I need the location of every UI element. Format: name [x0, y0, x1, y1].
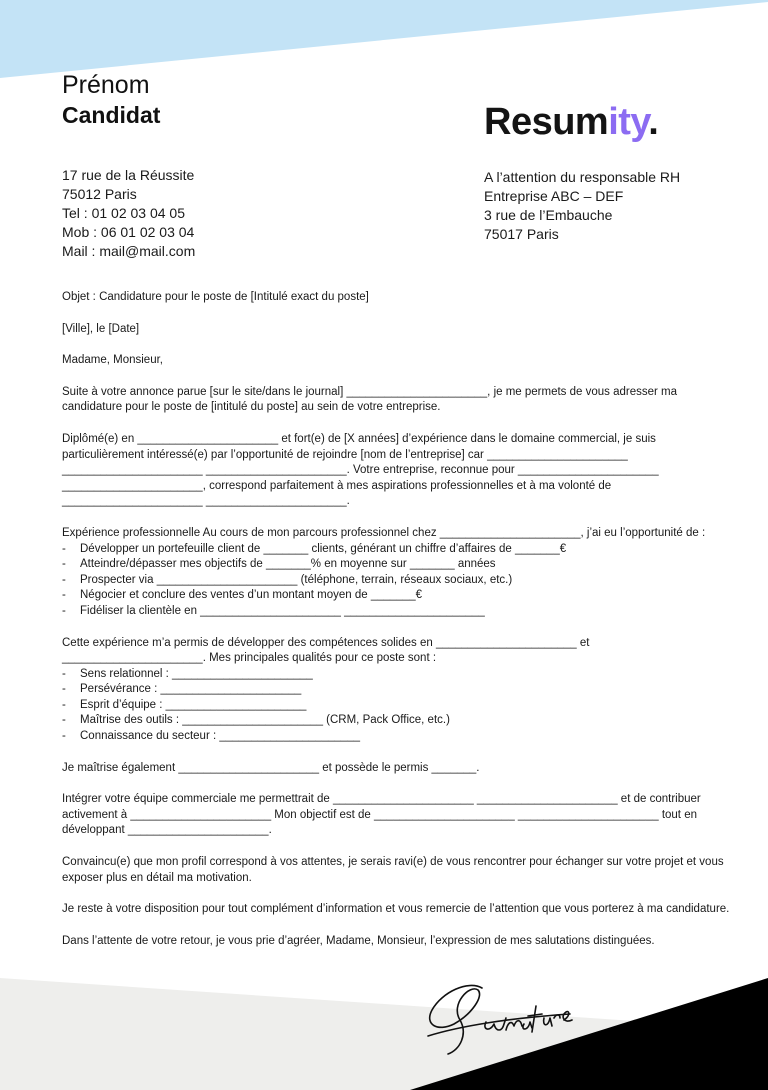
handwritten-signature-icon: [420, 970, 590, 1060]
sender-mobile: Mob : 06 01 02 03 04: [62, 224, 195, 240]
list-item: - Persévérance : ______________________: [62, 682, 732, 698]
letter-place-date: [Ville], le [Date]: [62, 322, 140, 335]
experience-list: [62, 542, 732, 620]
recipient-address-block: [484, 168, 680, 244]
letter-closing: Dans l’attente de votre retour, je vous prie d’agréer, Madame, Monsieur, l’expression de mes salutations distinguées.: [62, 934, 655, 947]
list-item: - Atteindre/dépasser mes objectifs de _______% en moyenne sur _______ années: [62, 557, 732, 573]
skills-intro: Cette expérience m’a permis de développer des compétences solides en ______________________ et ______________________. Mes principales qualités pour ce poste sont :: [62, 636, 593, 665]
logo-accent-text: ity: [608, 101, 649, 143]
letter-paragraph-tools: Je maîtrise également ______________________ et possède le permis _______.: [62, 761, 480, 774]
letter-paragraph-motivation: Diplômé(e) en ______________________ et fort(e) de [X années] d’expérience dans le domaine commercial, je suis particulièrement intéressé(e) par l’opportunité de rejoindre [nom de l’entreprise] car ______________________ ______________________ ______________________. Votre entreprise, reconnue pour ______________________ ______________________, correspond parfaitement à mes aspirations professionnelles et à ma volonté de ______________________ ______________________.: [62, 432, 659, 508]
logo-end-text: .: [648, 101, 659, 143]
list-item: - Esprit d’équipe : ______________________: [62, 698, 732, 714]
sender-email: Mail : mail@mail.com: [62, 243, 196, 259]
recipient-company: Entreprise ABC – DEF: [484, 188, 624, 204]
letter-subject: Objet : Candidature pour le poste de [Intitulé exact du poste]: [62, 291, 369, 303]
letter-paragraph-availability: Je reste à votre disposition pour tout complément d’information et vous remercie de l’attention que vous porterez à ma candidature.: [62, 903, 730, 916]
sender-city: 75012 Paris: [62, 186, 137, 202]
letter-paragraph-intro: Suite à votre annonce parue [sur le site/dans le journal] ______________________, je me permets de vous adresser ma candidature pour le poste de [intitulé du poste] au sein de votre entreprise.: [62, 385, 681, 414]
list-item: - Fidéliser la clientèle en ______________________ ______________________: [62, 604, 732, 620]
skills-list: [62, 667, 732, 745]
list-item: - Négocier et conclure des ventes d’un montant moyen de _______€: [62, 588, 732, 604]
recipient-city: 75017 Paris: [484, 226, 559, 242]
letter-body: [62, 290, 732, 965]
list-item: - Connaissance du secteur : ______________________: [62, 729, 732, 745]
experience-intro: Expérience professionnelle Au cours de mon parcours professionnel chez ______________________, j’ai eu l’opportunité de :: [62, 526, 706, 539]
list-item: - Prospecter via ______________________ (téléphone, terrain, réseaux sociaux, etc.): [62, 573, 732, 589]
sender-street: 17 rue de la Réussite: [62, 167, 195, 183]
list-item: - Maîtrise des outils : ______________________ (CRM, Pack Office, etc.): [62, 713, 732, 729]
recipient-street: 3 rue de l’Embauche: [484, 207, 613, 223]
candidate-last-name: Candidat: [62, 102, 161, 128]
candidate-first-name: Prénom: [62, 71, 150, 99]
list-item: - Développer un portefeuille client de _______ clients, générant un chiffre d’affaires de _______€: [62, 542, 732, 558]
sender-phone: Tel : 01 02 03 04 05: [62, 205, 185, 221]
letter-paragraph-team: Intégrer votre équipe commerciale me permettrait de ______________________ ______________________ et de contribuer activement à ______________________ Mon objectif est de ______________________ ______________________ tout en développant ______________________.: [62, 793, 704, 837]
letter-paragraph-meeting: Convaincu(e) que mon profil correspond à vos attentes, je serais ravi(e) de vous rencontrer pour échanger sur votre projet et vous exposer plus en détail ma motivation.: [62, 856, 727, 884]
logo-main-text: Resum: [484, 101, 609, 143]
letter-salutation: Madame, Monsieur,: [62, 354, 163, 367]
recipient-attention: A l’attention du responsable RH: [484, 169, 681, 185]
resumity-logo: [484, 103, 658, 141]
list-item: - Sens relationnel : ______________________: [62, 667, 732, 683]
sender-address-block: [62, 166, 195, 261]
